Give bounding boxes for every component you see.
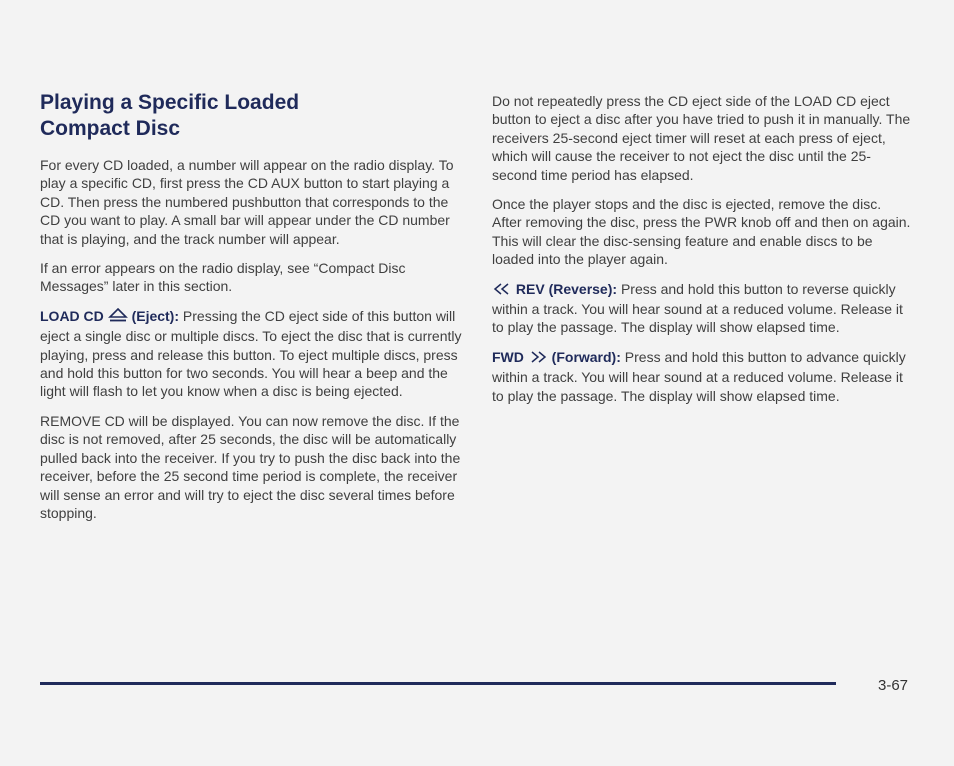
rev-text: Press and hold this button to reverse quickly within a track. You will hear sound at a reduced volume. Release it to play the passage. The display will show elapsed time. bbox=[492, 280, 903, 336]
eject-label: (Eject): bbox=[131, 307, 180, 324]
fwd-text: Press and hold this button to advance quickly within a track. You will hear sound at a reduced volume. Release it to play the passage. The display will show elapsed time. bbox=[492, 348, 906, 404]
intro-paragraph: For every CD loaded, a number will appear on the radio display. To play a specific CD, first press the CD AUX button to start playing a CD. Then press the numbered pushbutton that corresponds to the CD you want to play. A small bar will appear under the CD number that is playing, and the track number will appear. bbox=[40, 157, 454, 247]
rev-label: REV (Reverse): bbox=[515, 280, 618, 297]
rewind-icon bbox=[492, 282, 512, 300]
heading-line-2: Compact Disc bbox=[40, 117, 181, 140]
fwd-paragraph bbox=[492, 348, 912, 405]
eject-icon bbox=[108, 308, 128, 327]
error-paragraph: If an error appears on the radio display, see “Compact Disc Messages” later in this section. bbox=[40, 260, 406, 295]
footer-rule bbox=[40, 682, 836, 685]
forward-label: (Forward): bbox=[551, 348, 621, 365]
repeat-warning-paragraph: Do not repeatedly press the CD eject side of the LOAD CD eject button to eject a disc after you have tried to push it in manually. The receivers 25-second eject timer will reset at each press of eject, which will cause the receiver to not eject the disc until the 25-second time period has elapsed. bbox=[492, 93, 911, 183]
remove-cd-paragraph: REMOVE CD will be displayed. You can now remove the disc. If the disc is not removed, after 25 seconds, the disc will be automatically pulled back into the receiver. If you try to push the disc back into the receiver, before the 25 second time period is complete, the receiver will sense an error and will try to eject the disc several times before stopping. bbox=[40, 412, 461, 521]
left-column bbox=[40, 90, 465, 533]
fwd-label: FWD bbox=[492, 348, 524, 365]
load-cd-text: Pressing the CD eject side of this button will eject a single disc or multiple discs. To eject the disc that is currently playing, press and release this button. To eject multiple discs, press and hold this button for two seconds. You will hear a beep and the light will flash to let you know when a disc is being ejected. bbox=[40, 307, 462, 400]
page-number: 3-67 bbox=[878, 677, 909, 694]
rev-paragraph bbox=[492, 280, 912, 337]
remove-disc-paragraph: Once the player stops and the disc is ejected, remove the disc. After removing the disc, press the PWR knob off and then on again. This will clear the disc-sensing feature and enable discs to be loaded into the player again. bbox=[492, 196, 911, 268]
fast-forward-icon bbox=[528, 350, 548, 368]
load-cd-paragraph bbox=[40, 307, 465, 401]
right-column bbox=[492, 92, 912, 416]
section-heading bbox=[40, 90, 465, 142]
load-cd-label: LOAD CD bbox=[40, 307, 104, 324]
heading-line-1: Playing a Specific Loaded bbox=[40, 91, 300, 114]
